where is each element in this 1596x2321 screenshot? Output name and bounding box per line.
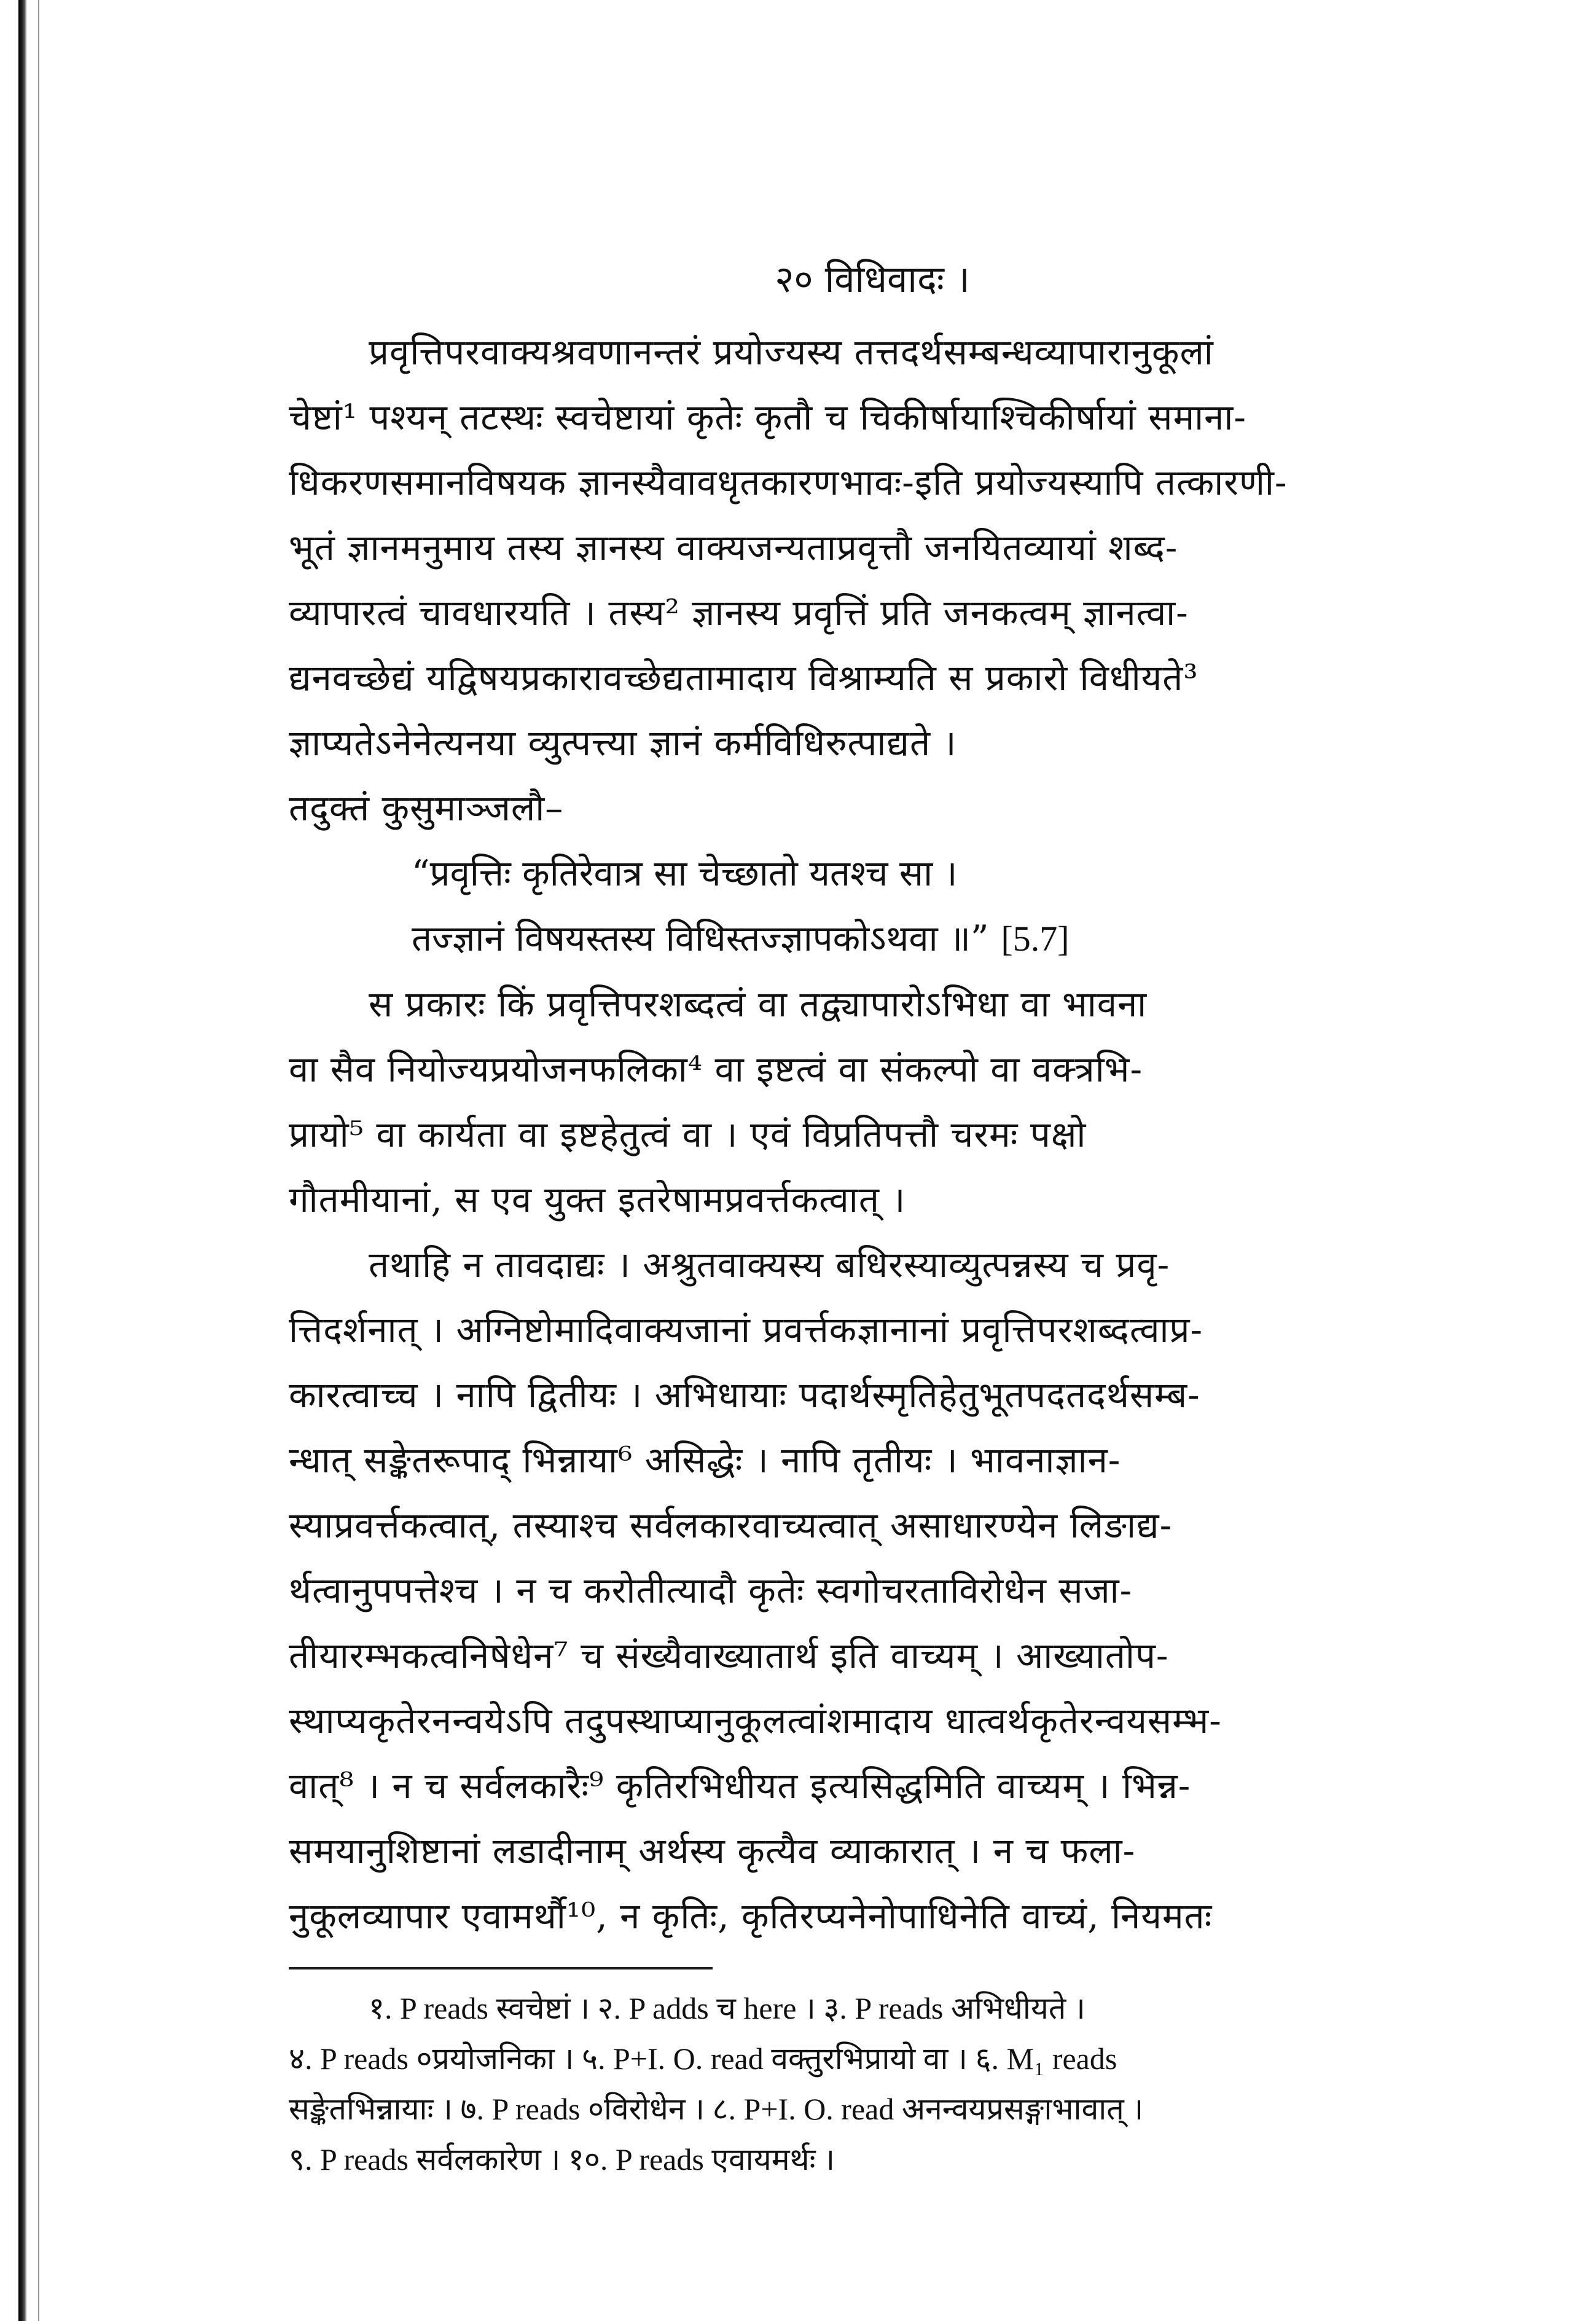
text-line: वात्⁸ । न च सर्वलकारैः⁹ कृतिरभिधीयत इत्यसिद्धमिति वाच्यम् । भिन्न- [289,1765,1191,1807]
verse-citation: [5.7] [1001,919,1070,959]
verse-line: “प्रवृत्तिः कृतिरेवात्र सा चेच्छातो यतश्च सा । [412,852,958,894]
footnote-divider [289,1967,713,1970]
paragraph-2 [289,972,1456,1232]
text-line: द्यनवच्छेद्यं यद्विषयप्रकारावच्छेद्यतामादाय विश्राम्यति स प्रकारो विधीयते³ [289,657,1199,699]
footnote-line: ४. P reads ०प्रयोजनिका । ५. P+I. O. read वक्तुरभिप्रायो वा । ६. M₁ reads [289,2041,1117,2076]
text-line: न्धात् सङ्केतरूपाद् भिन्नाया⁶ असिद्धेः । नापि तृतीयः । भावनाज्ञान- [289,1439,1121,1481]
text-line: व्यापारत्वं चावधारयति । तस्य² ज्ञानस्य प्रवृत्तिं प्रति जनकत्वम् ज्ञानत्वा- [289,592,1189,634]
verse-line-text: तज्ज्ञानं विषयस्तस्य विधिस्तज्ज्ञापकोऽथवा ॥” [412,917,989,959]
text-line: तीयारम्भकत्वनिषेधेन⁷ च संख्यैवाख्यातार्थ इति वाच्यम् । आख्यातोप- [289,1635,1169,1676]
verse-quotation [289,841,1456,972]
footnote-line: सङ्केतभिन्नायाः । ७. P reads ०विरोधेन । ८. P+I. O. read अनन्वयप्रसङ्गाभावात् । [289,2092,1144,2126]
page-binding-edge [18,0,27,2321]
text-line: स प्रकारः किं प्रवृत्तिपरशब्दत्वं वा तद्व्यापारोऽभिधा वा भावना [369,983,1148,1025]
text-line: चेष्टां¹ पश्यन् तटस्थः स्वचेष्टायां कृतेः कृतौ च चिकीर्षायाश्चिकीर्षायां समाना- [289,396,1246,438]
text-line: नुकूलव्यापार एवामर्थौ¹⁰, न कृतिः, कृतिरप्यनेनोपाधिनेति वाच्यं, नियमतः [289,1895,1213,1937]
section-heading: २० विधिवादः । [775,258,970,301]
paragraph-1 [289,320,1456,776]
text-line: ज्ञाप्यतेऽनेनेत्यनया व्युत्पत्त्या ज्ञानं कर्मविधिरुत्पाद्यते । [289,722,957,764]
book-page [289,246,1456,2185]
quote-intro: तदुक्तं कुसुमाञ्जलौ– [289,787,564,829]
text-line: गौतमीयानां, स एव युक्त इतरेषामप्रवर्त्तकत्वात् । [289,1179,906,1220]
text-line: समयानुशिष्टानां लडादीनाम् अर्थस्य कृत्यैव व्याकारात् । न च फला- [289,1830,1136,1872]
text-line: प्रायो⁵ वा कार्यता वा इष्टहेतुत्वं वा । एवं विप्रतिपत्तौ चरमः पक्षो [289,1113,1087,1155]
footnote-line: १. P reads स्वचेष्टां । २. P adds च here । ३. P reads अभिधीयते । [369,1991,1086,2025]
text-line: भूतं ज्ञानमनुमाय तस्य ज्ञानस्य वाक्यजन्यताप्रवृत्तौ जनयितव्यायां शब्द- [289,527,1178,568]
verse-line [289,906,1456,972]
text-line: स्थाप्यकृतेरनन्वयेऽपि तदुपस्थाप्यानुकूलत्वांशमादाय धात्वर्थकृतेरन्वयसम्भ- [289,1700,1222,1742]
footnote-line: ९. P reads सर्वलकारेण । १०. P reads एवायमर्थः । [289,2142,835,2177]
paragraph-3 [289,1232,1456,1949]
text-line: त्तिदर्शनात् । अग्निष्टोमादिवाक्यजानां प्रवर्त्तकज्ञानानां प्रवृत्तिपरशब्दत्वाप्र- [289,1309,1203,1351]
footnotes [289,1983,1456,2185]
text-line: धिकरणसमानविषयक ज्ञानस्यैवावधृतकारणभावः-इति प्रयोज्यस्यापि तत्कारणी- [289,461,1288,503]
page-binding-shadow [38,0,39,2321]
text-line: र्थत्वानुपपत्तेश्च । न च करोतीत्यादौ कृतेः स्वगोचरताविरोधेन सजा- [289,1569,1133,1611]
text-line: वा सैव नियोज्यप्रयोजनफलिका⁴ वा इष्टत्वं वा संकल्पो वा वक्त्रभि- [289,1048,1143,1090]
text-line: स्याप्रवर्त्तकत्वात्, तस्याश्च सर्वलकारवाच्यत्वात् असाधारण्येन लिङाद्य- [289,1504,1173,1546]
text-line: तथाहि न तावदाद्यः । अश्रुतवाक्यस्य बधिरस्याव्युत्पन्नस्य च प्रवृ- [369,1244,1170,1286]
text-line: प्रवृत्तिपरवाक्यश्रवणानन्तरं प्रयोज्यस्य तत्तदर्थसम्बन्धव्यापारानुकूलां [369,331,1214,373]
text-line: कारत्वाच्च । नापि द्वितीयः । अभिधायाः पदार्थस्मृतिहेतुभूतपदतदर्थसम्ब- [289,1374,1200,1416]
